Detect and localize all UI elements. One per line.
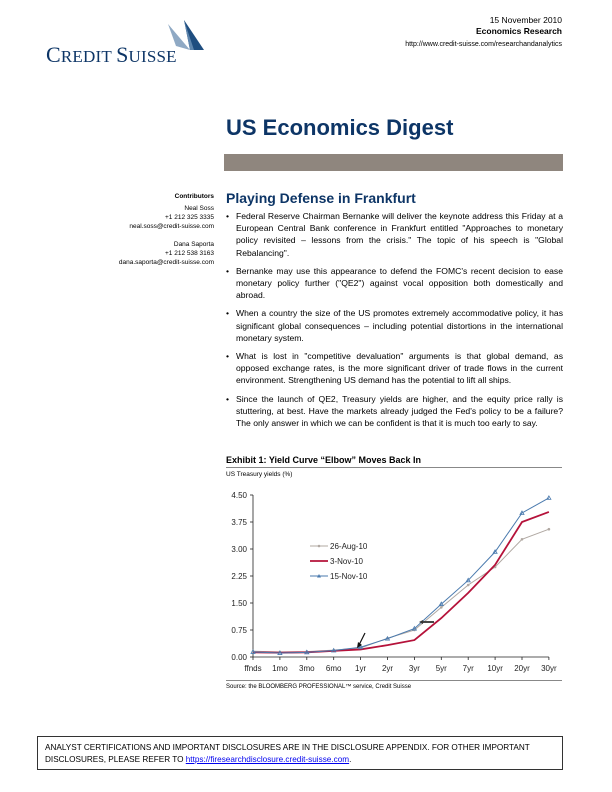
logo-wordmark: CREDIT SUISSE [46, 42, 177, 67]
contributor [14, 240, 214, 267]
y-tick-label: 4.50 [231, 491, 247, 500]
bullet-item: • What is lost in "competitive devaluation" arguments is that global demand, as opposed exchange rates, is the more significant driver of trade flows in the current environment. Strengthening US demand has the potential to lift all ships. [226, 351, 563, 386]
x-tick-label: 30yr [541, 664, 557, 673]
x-tick-label: 3mo [299, 664, 315, 673]
x-tick-label: 5yr [435, 664, 447, 673]
exhibit-divider [226, 467, 562, 468]
arrow-1yr-icon [359, 633, 365, 645]
x-tick-label: 20yr [514, 664, 530, 673]
legend-label: 15-Nov-10 [330, 572, 368, 581]
page-title: US Economics Digest [226, 115, 454, 140]
x-tick-label: ffnds [244, 664, 262, 673]
y-tick-label: 3.00 [231, 545, 247, 554]
contributor [14, 204, 214, 231]
x-tick-label: 1yr [355, 664, 367, 673]
report-date: 15 November 2010 [489, 15, 562, 25]
x-tick-label: 7yr [462, 664, 474, 673]
y-tick-label: 0.75 [231, 626, 247, 635]
contributor-email[interactable]: neal.soss@credit-suisse.com [129, 223, 214, 230]
disclosure-box: ANALYST CERTIFICATIONS AND IMPORTANT DISCLOSURES ARE IN THE DISCLOSURE APPENDIX. FOR OTHER IMPORTANT DISCLOSURES, PLEASE REFER TO https://firesearchdisclosure.credit-suisse.com. [37, 736, 563, 770]
y-tick-label: 3.75 [231, 518, 247, 527]
x-tick-label: 2yr [381, 664, 394, 673]
contributor-phone: +1 212 325 3335 [165, 214, 214, 221]
source-divider [226, 680, 562, 681]
contributors-panel [14, 192, 214, 276]
bullet-icon: • [226, 211, 230, 221]
bullet-icon: • [226, 308, 230, 319]
bullet-icon: • [226, 265, 230, 276]
contributor-email[interactable]: dana.saporta@credit-suisse.com [118, 259, 214, 266]
disclosure-link[interactable]: https://firesearchdisclosure.credit-suisse.com [185, 755, 350, 764]
bullet-icon: • [226, 351, 230, 362]
contributor-name: Neal Soss [184, 205, 214, 212]
credit-suisse-logo [46, 20, 206, 70]
contributors-heading: Contributors [174, 193, 214, 200]
series-line [253, 498, 549, 653]
research-url-link[interactable]: http://www.credit-suisse.com/researchandanalytics [405, 41, 562, 48]
legend-label: 3-Nov-10 [330, 557, 363, 566]
article-heading: Playing Defense in Frankfurt [226, 190, 416, 206]
contributor-phone: +1 212 538 3163 [165, 250, 214, 257]
x-axis [244, 657, 557, 673]
exhibit-subtitle: US Treasury yields (%) [226, 471, 293, 478]
series-line [253, 512, 549, 653]
bullet-item: • When a country the size of the US promotes extremely accommodative policy, it has significant global consequences – including potential distortions in the international monetary system. [226, 308, 563, 343]
contributor-name: Dana Saporta [173, 241, 214, 248]
exhibit-source: Source: the BLOOMBERG PROFESSIONAL™ service, Credit Suisse [226, 684, 412, 690]
article-bullets [226, 210, 563, 435]
exhibit-title: Exhibit 1: Yield Curve “Elbow” Moves Back In [226, 455, 422, 465]
legend-label: 26-Aug-10 [330, 542, 368, 551]
x-tick-label: 3yr [408, 664, 420, 673]
y-tick-label: 2.25 [231, 572, 247, 581]
yield-curve-chart [220, 480, 580, 680]
x-tick-label: 10yr [487, 664, 503, 673]
y-tick-label: 1.50 [231, 599, 247, 608]
bullet-icon: • [226, 393, 230, 404]
department-label: Economics Research [476, 26, 562, 36]
chart-series [251, 496, 551, 655]
bullet-item: • Bernanke may use this appearance to defend the FOMC's recent decision to ease monetary policy further ("QE2") against vocal opposition both domestically and abroad. [226, 265, 563, 301]
title-divider-bar [224, 154, 563, 171]
chart-legend [310, 542, 368, 581]
disclosure-text: ANALYST CERTIFICATIONS AND IMPORTANT DISCLOSURES ARE IN THE DISCLOSURE APPENDIX. FOR OTHER IMPORTANT DISCLOSURES, PLEASE REFER TO [45, 743, 530, 764]
y-axis [231, 491, 253, 662]
x-tick-label: 1mo [272, 664, 288, 673]
x-tick-label: 6mo [325, 664, 342, 673]
y-tick-label: 0.00 [231, 653, 247, 662]
bullet-item: • Since the launch of QE2, Treasury yields are higher, and the equity price rally is stuttering, at best. Have the markets already judged the Fed's policy to be a failure? The only answer in which we can be confident is that it is much too early to say. [226, 393, 563, 429]
bullet-item: • Federal Reserve Chairman Bernanke will deliver the keynote address this Friday at a European Central Bank conference in Frankfurt entitled "Approaches to monetary policy revisited – lessons from the crisis." The topic of his speech is "Global Rebalancing". [226, 211, 563, 258]
